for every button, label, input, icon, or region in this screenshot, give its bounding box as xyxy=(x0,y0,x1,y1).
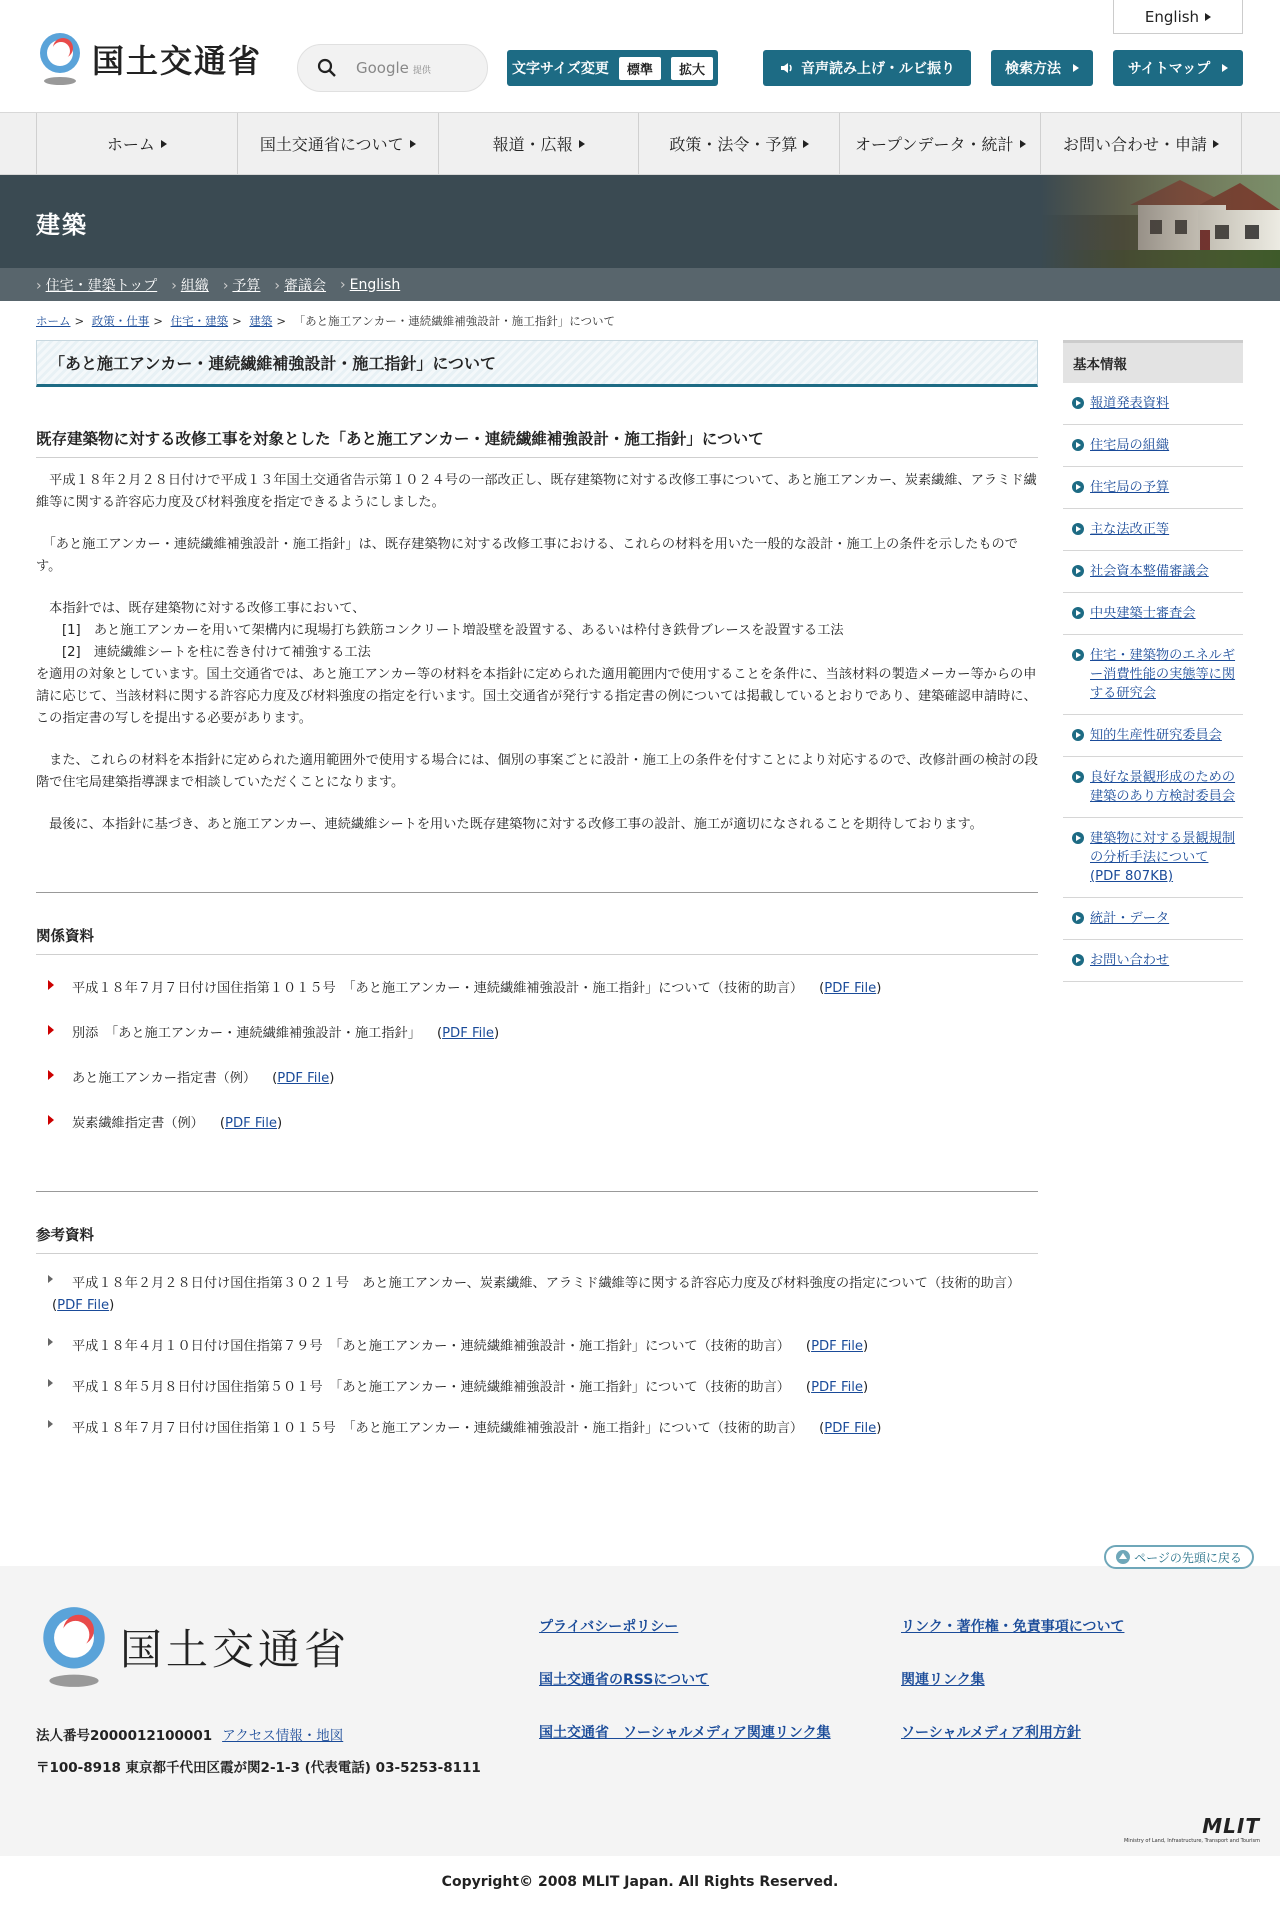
arrow-icon xyxy=(48,1275,53,1283)
social-media-policy-link[interactable]: ソーシャルメディア利用方針 xyxy=(901,1725,1081,1741)
circle-arrow-icon xyxy=(1072,649,1084,661)
method-item-1: [1] あと施工アンカーを用いて架構内に現場打ち鉄筋コンクリート増設壁を設置する、あるいは枠付き鉄骨ブレースを設置する工法 xyxy=(62,623,844,638)
circle-arrow-icon xyxy=(1072,954,1084,966)
related-links-link[interactable]: 関連リンク集 xyxy=(901,1672,985,1688)
search-provider: Google 提供 xyxy=(356,59,431,77)
arrow-icon xyxy=(48,1420,53,1428)
paragraph: 最後に、本指針に基づき、あと施工アンカー、連続繊維シートを用いた既存建築物に対する改修工事の設計、施工が適切になされることを期待しております。 xyxy=(36,817,983,832)
arrow-right-icon xyxy=(1205,13,1211,21)
paragraph: 平成１８年２月２８日付けで平成１３年国土交通省告示第１０２４号の一部改正し、既存建築物に対する改修工事について、あと施工アンカー、炭素繊維、アラミド繊維等に関する許容応力度及び材料強度を指定できるようにしました。 xyxy=(36,473,1037,510)
related-docs-list xyxy=(36,978,1038,1135)
pdf-link[interactable]: PDF File xyxy=(442,1026,495,1041)
pdf-link[interactable]: PDF File xyxy=(811,1380,864,1395)
circle-arrow-icon xyxy=(1072,481,1084,493)
font-large-button[interactable]: 拡大 xyxy=(671,57,713,80)
font-size-label: 文字サイズ変更 xyxy=(512,61,609,77)
pdf-link[interactable]: PDF File xyxy=(225,1116,277,1131)
gnav-home[interactable]: ホーム xyxy=(36,113,237,174)
english-button[interactable]: English xyxy=(1113,0,1243,34)
sidebar-item-landscape-analysis[interactable]: 建築物に対する景観規制の分析手法について(PDF 807KB) xyxy=(1063,818,1243,898)
pdf-link[interactable]: PDF File xyxy=(811,1339,864,1354)
back-to-top-button[interactable]: ページの先頭に戻る xyxy=(1104,1545,1254,1569)
corporate-number: 法人番号2000012100001 xyxy=(36,1728,213,1744)
page-title: 「あと施工アンカー・連続繊維補強設計・施工指針」について xyxy=(36,340,1038,387)
article-body xyxy=(36,470,1038,836)
section-banner xyxy=(0,175,1280,268)
red-arrow-icon xyxy=(48,980,54,990)
red-arrow-icon xyxy=(48,1025,54,1035)
arrow-right-icon xyxy=(579,140,585,148)
subnav-budget[interactable]: › 予算 xyxy=(223,275,261,295)
list-item: 平成１８年４月１０日付け国住指第７９号 「あと施工アンカー・連続繊維補強設計・施工指針」について（技術的助言） (PDF File) xyxy=(36,1336,1038,1358)
font-standard-button[interactable]: 標準 xyxy=(619,57,661,80)
circle-arrow-icon xyxy=(1072,397,1084,409)
subnav-organization[interactable]: › 組織 xyxy=(171,275,209,295)
arrow-up-icon xyxy=(1116,1550,1130,1564)
paragraph: また、これらの材料を本指針に定められた適用範囲外で使用する場合には、個別の事案ごとに設計・施工上の条件を付すことにより対応するので、改修計画の検討の段階で住宅局建築指導課まで相談していただくことになります。 xyxy=(36,753,1038,790)
sidebar-item-contact[interactable]: お問い合わせ xyxy=(1063,940,1243,982)
sidebar-item-architect-council[interactable]: 中央建築士審査会 xyxy=(1063,593,1243,635)
doc-title: 炭素繊維指定書（例） xyxy=(72,1116,204,1131)
arrow-icon xyxy=(48,1379,53,1387)
arrow-right-icon xyxy=(1073,64,1079,72)
circle-arrow-icon xyxy=(1072,729,1084,741)
list-item: 別添 「あと施工アンカー・連続繊維補強設計・施工指針」 (PDF File) xyxy=(36,1023,1038,1045)
arrow-right-icon xyxy=(1213,140,1219,148)
footer-logo-text: 国土交通省 xyxy=(120,1625,351,1674)
main-content xyxy=(36,340,1038,1440)
global-nav xyxy=(0,112,1280,175)
sidebar xyxy=(1063,340,1243,982)
search-box[interactable] xyxy=(297,44,488,92)
list-item: あと施工アンカー指定書（例） (PDF File) xyxy=(36,1068,1038,1090)
footer-links-col2 xyxy=(901,1618,1124,1777)
circle-arrow-icon xyxy=(1072,523,1084,535)
mlit-logo-mark-icon xyxy=(36,31,84,87)
breadcrumb xyxy=(36,313,615,329)
doc-title: 別添 「あと施工アンカー・連続繊維補強設計・施工指針」 xyxy=(72,1026,421,1041)
sidebar-item-statistics[interactable]: 統計・データ xyxy=(1063,898,1243,940)
doc-title: 平成１８年７月７日付け国住指第１０１５号 「あと施工アンカー・連続繊維補強設計・施工指針」について（技術的助言） xyxy=(72,1421,804,1436)
logo-text: 国土交通省 xyxy=(92,42,263,80)
circle-arrow-icon xyxy=(1072,832,1084,844)
pdf-link[interactable]: PDF File xyxy=(57,1298,110,1313)
read-aloud-button[interactable]: 音声読み上げ・ルビ振り xyxy=(763,50,971,86)
speaker-icon xyxy=(779,60,795,76)
gnav-about[interactable]: 国土交通省について xyxy=(237,113,438,174)
breadcrumb-current: 「あと施工アンカー・連続繊維補強設計・施工指針」について xyxy=(293,314,615,328)
article-heading: 既存建築物に対する改修工事を対象とした「あと施工アンカー・連続繊維補強設計・施工指針」について xyxy=(36,427,1038,458)
circle-arrow-icon xyxy=(1072,439,1084,451)
font-size-control xyxy=(507,50,718,86)
breadcrumb-separator: > xyxy=(276,314,287,328)
sidebar-item-council[interactable]: 社会資本整備審議会 xyxy=(1063,551,1243,593)
mlit-subtitle: Ministry of Land, Infrastructure, Transport and Tourism xyxy=(1123,1838,1260,1844)
circle-arrow-icon xyxy=(1072,771,1084,783)
arrow-right-icon xyxy=(161,140,167,148)
footer-info xyxy=(36,1720,481,1784)
search-method-button[interactable]: 検索方法 xyxy=(991,50,1093,86)
gnav-contact[interactable]: お問い合わせ・申請 xyxy=(1040,113,1242,174)
arrow-right-icon xyxy=(1020,140,1026,148)
breadcrumb-building[interactable]: 建築 xyxy=(249,314,273,328)
sidebar-item-law-revisions[interactable]: 主な法改正等 xyxy=(1063,509,1243,551)
paragraph: 「あと施工アンカー・連続繊維補強設計・施工指針」は、既存建築物に対する改修工事における、これらの材料を用いた一般的な設計・施工上の条件を示したものです。 xyxy=(36,537,1018,574)
copyright: Copyright© 2008 MLIT Japan. All Rights Reserved. xyxy=(0,1856,1280,1908)
circle-arrow-icon xyxy=(1072,607,1084,619)
divider xyxy=(36,1191,1038,1192)
subnav-english[interactable]: › English xyxy=(340,277,400,293)
doc-title: あと施工アンカー指定書（例） xyxy=(72,1071,257,1086)
breadcrumb-home[interactable]: ホーム xyxy=(36,314,71,328)
mlit-logo-mark-icon xyxy=(36,1604,112,1690)
red-arrow-icon xyxy=(48,1115,54,1125)
sidebar-item-landscape[interactable]: 良好な景観形成のための建築のあり方検討委員会 xyxy=(1063,757,1243,818)
rss-link[interactable]: 国土交通省のRSSについて xyxy=(539,1672,710,1688)
sidebar-heading: 基本情報 xyxy=(1063,340,1243,383)
sub-nav xyxy=(0,268,1280,301)
subnav-housing-top[interactable]: › 住宅・建築トップ xyxy=(36,275,157,295)
copyright-disclaimer-link[interactable]: リンク・著作権・免責事項について xyxy=(901,1619,1125,1635)
circle-arrow-icon xyxy=(1072,912,1084,924)
doc-title: 平成１８年７月７日付け国住指第１０１５号 「あと施工アンカー・連続繊維補強設計・施工指針」について（技術的助言） xyxy=(72,981,804,996)
list-item: 平成１８年５月８日付け国住指第５０１号 「あと施工アンカー・連続繊維補強設計・施工指針」について（技術的助言） (PDF File) xyxy=(36,1377,1038,1399)
list-item: 平成１８年７月７日付け国住指第１０１５号 「あと施工アンカー・連続繊維補強設計・施工指針」について（技術的助言） (PDF File) xyxy=(36,1418,1038,1440)
subnav-council[interactable]: › 審議会 xyxy=(274,275,326,295)
sitemap-button[interactable]: サイトマップ xyxy=(1113,50,1243,86)
pdf-link[interactable]: PDF File xyxy=(277,1071,330,1086)
sidebar-item-press-release[interactable]: 報道発表資料 xyxy=(1063,383,1243,425)
privacy-policy-link[interactable]: プライバシーポリシー xyxy=(539,1619,679,1635)
social-media-links-link[interactable]: 国土交通省 ソーシャルメディア関連リンク集 xyxy=(539,1725,831,1741)
gnav-policy[interactable]: 政策・法令・予算 xyxy=(638,113,839,174)
reference-docs-list xyxy=(36,1273,1038,1440)
breadcrumb-separator: > xyxy=(153,314,163,328)
breadcrumb-policy[interactable]: 政策・仕事 xyxy=(91,314,150,328)
red-arrow-icon xyxy=(48,1070,54,1080)
doc-title: 平成１８年５月８日付け国住指第５０１号 「あと施工アンカー・連続繊維補強設計・施工指針」について（技術的助言） xyxy=(72,1380,790,1395)
section-title: 建築 xyxy=(36,211,88,239)
paragraph xyxy=(36,598,1038,730)
breadcrumb-separator: > xyxy=(74,314,85,328)
circle-arrow-icon xyxy=(1072,565,1084,577)
list-item: 炭素繊維指定書（例） (PDF File) xyxy=(36,1113,1038,1135)
mlit-logo xyxy=(1124,1814,1260,1844)
site-logo[interactable] xyxy=(36,30,262,88)
arrow-right-icon xyxy=(410,140,416,148)
footer-logo[interactable] xyxy=(36,1604,350,1690)
arrow-right-icon xyxy=(803,140,809,148)
sidebar-item-budget[interactable]: 住宅局の予算 xyxy=(1063,467,1243,509)
sidebar-item-energy-study[interactable]: 住宅・建築物のエネルギー消費性能の実態等に関する研究会 xyxy=(1063,635,1243,715)
related-docs-heading: 関係資料 xyxy=(36,925,1038,955)
pdf-link[interactable]: PDF File xyxy=(824,981,877,996)
footer-links-col1 xyxy=(539,1618,831,1777)
doc-title: 平成１８年４月１０日付け国住指第７９号 「あと施工アンカー・連続繊維補強設計・施工指針」について（技術的助言） xyxy=(72,1339,790,1354)
list-item: 平成１８年７月７日付け国住指第１０１５号 「あと施工アンカー・連続繊維補強設計・施工指針」について（技術的助言） (PDF File) xyxy=(36,978,1038,1000)
doc-title: 平成１８年２月２８日付け国住指第３０２１号 あと施工アンカー、炭素繊維、アラミド繊維等に関する許容応力度及び材料強度の指定について（技術的助言） xyxy=(72,1276,1021,1291)
sidebar-item-productivity[interactable]: 知的生産性研究委員会 xyxy=(1063,715,1243,757)
list-item: 平成１８年２月２８日付け国住指第３０２１号 あと施工アンカー、炭素繊維、アラミド繊維等に関する許容応力度及び材料強度の指定について（技術的助言）(PDF File) xyxy=(36,1273,1038,1317)
gnav-press[interactable]: 報道・広報 xyxy=(438,113,639,174)
divider xyxy=(36,892,1038,893)
house-photo-image xyxy=(1040,175,1280,268)
paragraph-intro: 本指針では、既存建築物に対する改修工事において、 xyxy=(36,601,366,616)
arrow-icon xyxy=(48,1338,53,1346)
gnav-opendata[interactable]: オープンデータ・統計 xyxy=(839,113,1040,174)
method-item-2: [2] 連続繊維シートを柱に巻き付けて補強する工法 xyxy=(62,645,371,660)
reference-docs-heading: 参考資料 xyxy=(36,1224,1038,1254)
breadcrumb-housing[interactable]: 住宅・建築 xyxy=(170,314,229,328)
paragraph-text: を適用の対象としています。国土交通省では、あと施工アンカー等の材料を本指針に定められた適用範囲内で使用することを条件に、当該材料の製造メーカー等からの申請に応じて、当該材料に関する許容応力度及び材料強度の指定を行います。国土交通省が発行する指定書の例については掲載しているとおりであり、建築確認申請時に、この指定書の写しを提出する必要があります。 xyxy=(36,667,1037,726)
site-header xyxy=(0,0,1280,112)
site-footer xyxy=(0,1566,1280,1856)
address: 〒100-8918 東京都千代田区霞が関2-1-3 (代表電話) 03-5253-8111 xyxy=(36,1760,481,1776)
mlit-wordmark: MLIT xyxy=(1202,1814,1260,1838)
sidebar-item-organization[interactable]: 住宅局の組織 xyxy=(1063,425,1243,467)
search-icon xyxy=(316,57,338,79)
arrow-right-icon xyxy=(1222,64,1228,72)
access-link[interactable]: アクセス情報・地図 xyxy=(222,1728,344,1744)
breadcrumb-separator: > xyxy=(232,314,242,328)
pdf-link[interactable]: PDF File xyxy=(824,1421,877,1436)
